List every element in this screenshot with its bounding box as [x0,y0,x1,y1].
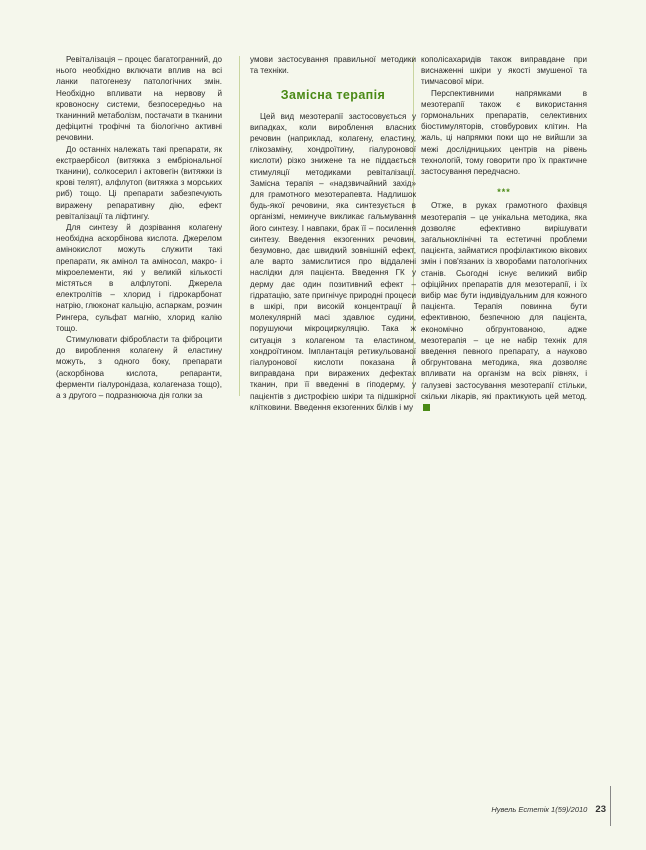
footer-rule [610,786,611,826]
section-separator: *** [497,187,511,198]
end-of-article-square-icon [423,404,430,411]
paragraph: Цей вид мезотерапії застосовується у випадках, коли вироблення власних речовин (наприклад, колагену, еластину, глікозаміну, хондроїтину, гіалуронової кислоти) різко знижене та не піддається стимуляції методиками ревіталізації. Замісна терапія – «надзвичайний захід» для грамотного мезотерапевта. Надлишок будь-якої речовини, яка синтезується в організмі, неминуче викликає гальмування його синтезу. І навпаки, брак її – посилення синтезу. Введення екзогенних речовин, безумовно, дає швидкий зовнішній ефект, але варто замислитися про віддалені наслідки для пацієнта. Введення ГК у дерму дає один позитивний ефект – гідратацію, зате пригнічує природні процеси в шкірі, при високій концентрації й молекулярній масі здавлює судини, порушуючи мікроциркуляцію. Така ж ситуація з колагеном та еластином, хондроїтином. Імплантація ретикульованої гіалуронової кислоти показана й виправдана при виражених дефектах тканин, при її введенні в гіподерму, у пацієнтів з дистрофією шкіри та підшкірної клітковини. Введення екзогенних білків і му [250,111,416,412]
section-title: Замісна терапія [280,88,386,103]
paragraph: До останніх належать такі препарати, як екстраербісол (витяжка з ембріональної тканини), солкосерил і актовегін (витяжки із крові телят), алфлутоп (витяжка з морських риб) тощо. Ці препарати забезпечують виражену репаративну дію, ефект ревіталізації та ліфтингу. [56,144,222,221]
journal-name: Нувель Естетік 1(59)/2010 [491,805,588,814]
article-column-3 [421,54,587,413]
article-column-2 [250,54,416,413]
paragraph-continuation: кополісахаридів також виправдане при виснаженні шкіри у якості змушеної та тимчасової міри. [421,55,587,87]
paragraph: Перспективними напрямками в мезотерапії також є використання гормональних препаратів, селективних біостимуляторів, стовбурових клітин. На жаль, ці напрямки поки що не вийшли за межі дослідницьких центрів на рівень технологій, тому говорити про їх практичне застосування передчасно. [421,88,587,177]
page-number: 23 [595,804,606,815]
conclusion-text: Отже, в руках грамотного фахівця мезотерапія – це унікальна методика, яка дозволяє ефективно вирішувати загальноклінічні та естетичні проблеми пацієнта, займатися профілактикою вікових змін і пов'язаних із хворобами патологічних станів. Сьогодні існує великий вибір офіційних препаратів для мезотерапії, і їх вибір має бути індивідуальним для кожного пацієнта. Терапія повинна бути ефективною, безпечною для пацієнта, економічно обгрунтованою, адже мезотерапія – це не набір технік для введення певного препарату, а науково обгрунтована методика, яка дозволяє впливати на організм на всіх рівнях, і галузеві застосування мезотерапії стільки, скільки лікарів, які практикують цей метод. [421,201,587,401]
paragraph: Ревіталізація – процес багатогранний, до нього необхідно включати вплив на всі ланки патогенезу патологічних змін. Необхідно впливати на нервову й кровоносну системи, безпосередньо на тканинний метаболізм, постачати в тканини дефіцитні трофічні та біологічно активні речовини. [56,55,222,143]
conclusion-paragraph [421,200,587,413]
paragraph: Для синтезу й дозрівання колагену необхідна аскорбінова кислота. Джерелом амінокислот можуть служити такі препарати, як амінол та аміносол, макро- і мікроелементи, які у великій кількості містяться в алфлутопі. Джерела електролітів – хлорид і гідрокарбонат натрію, глюконат кальцію, аспаркам, розчин Рингера, сульфат магнію, хлорид калію тощо. [56,223,222,333]
column-divider [239,56,240,396]
paragraph: Стимулювати фібробласти та фіброцити до вироблення колагену й еластину можуть, з одного боку, препарати (аскорбінова кислота, репаранти, ферменти гіалуронідаза, колагеназа тощо), а з другого – подразнююча дія голки за [56,335,222,401]
page-footer [491,804,606,815]
paragraph-continuation: умови застосування правильної методики та техніки. [250,55,416,76]
article-column-1 [56,54,222,401]
